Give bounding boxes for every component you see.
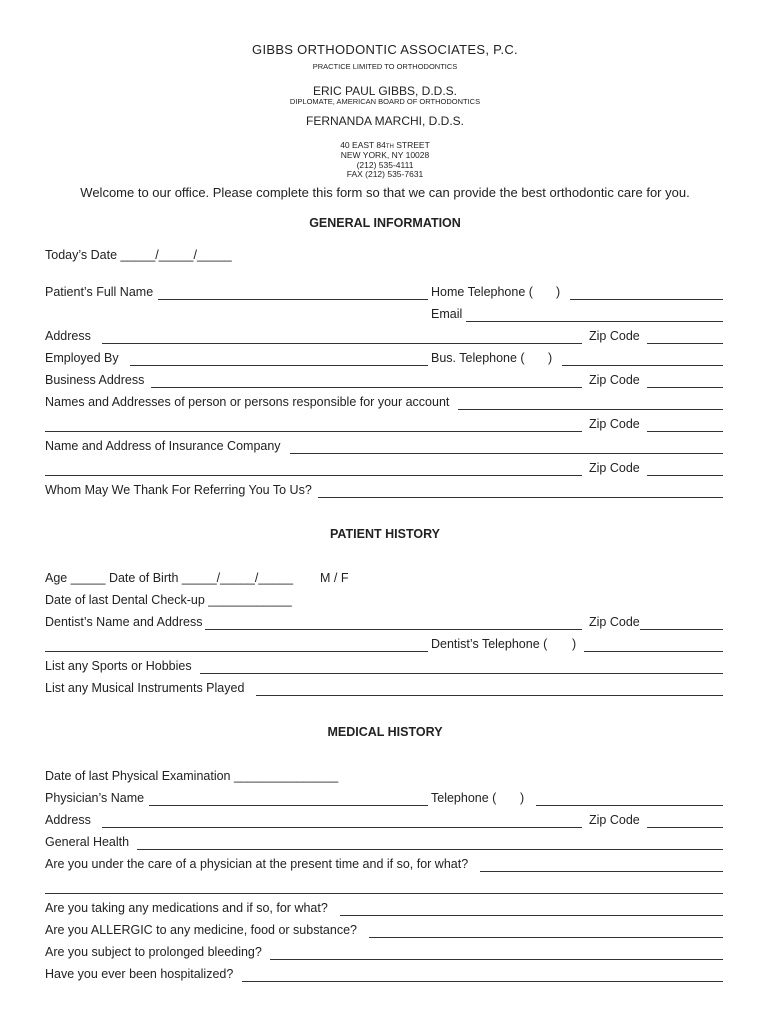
welcome-text: Welcome to our office. Please complete this form so that we can provide the best orthodontic care for you. [80, 185, 690, 200]
responsible-party-field[interactable] [458, 409, 723, 410]
hospitalized-field[interactable] [242, 981, 723, 982]
physician-telephone-label: Telephone ( [431, 791, 497, 805]
home-telephone-field[interactable] [570, 299, 723, 300]
physician-zip-label: Zip Code [589, 813, 640, 827]
hospitalized-label: Have you ever been hospitalized? [45, 967, 234, 981]
sex-option[interactable]: M / F [320, 571, 349, 585]
bleeding-field[interactable] [270, 959, 723, 960]
medications-label: Are you taking any medications and if so, for what? [45, 901, 328, 915]
doctor1-name: ERIC PAUL GIBBS, D.D.S. [312, 84, 458, 98]
home-telephone-paren: ) [556, 285, 561, 299]
age-dob-field[interactable]: Age _____ Date of Birth _____/_____/_____ [45, 571, 294, 585]
music-label: List any Musical Instruments Played [45, 681, 245, 695]
physician-address-label: Address [45, 813, 91, 827]
business-telephone-paren: ) [548, 351, 553, 365]
employed-by-label: Employed By [45, 351, 119, 365]
address-zip-field[interactable] [647, 343, 723, 344]
business-zip-label: Zip Code [589, 373, 640, 387]
physician-care-label: Are you under the care of a physician at the present time and if so, for what? [45, 857, 469, 871]
general-health-field[interactable] [137, 849, 723, 850]
patient-history-heading: PATIENT HISTORY [330, 527, 440, 541]
patient-name-field[interactable] [158, 299, 428, 300]
practice-name: GIBBS ORTHODONTIC ASSOCIATES, P.C. [252, 42, 518, 57]
sports-label: List any Sports or Hobbies [45, 659, 192, 673]
patient-name-label: Patient’s Full Name [45, 285, 154, 299]
sports-field[interactable] [200, 673, 723, 674]
general-health-label: General Health [45, 835, 130, 849]
insurance-field[interactable] [290, 453, 723, 454]
business-zip-field[interactable] [647, 387, 723, 388]
business-telephone-label: Bus. Telephone ( [431, 351, 525, 365]
physician-zip-field[interactable] [647, 827, 723, 828]
insurance-zip-field[interactable] [647, 475, 723, 476]
insurance-zip-label: Zip Code [589, 461, 640, 475]
responsible-zip-label: Zip Code [589, 417, 640, 431]
dentist-telephone-field[interactable] [584, 651, 723, 652]
responsible-party-field-2[interactable] [45, 431, 582, 432]
address-field[interactable] [102, 343, 582, 344]
music-field[interactable] [256, 695, 723, 696]
office-city: NEW YORK, NY 10028 [340, 150, 430, 160]
insurance-field-2[interactable] [45, 475, 582, 476]
physician-name-field[interactable] [149, 805, 428, 806]
medications-field[interactable] [340, 915, 723, 916]
doctor1-credential: DIPLOMATE, AMERICAN BOARD OF ORTHODONTICS [289, 97, 481, 106]
office-fax: FAX (212) 535-7631 [346, 169, 424, 179]
general-information-heading: GENERAL INFORMATION [309, 216, 461, 230]
allergies-field[interactable] [369, 937, 723, 938]
office-phone: (212) 535-4111 [356, 160, 414, 170]
business-address-field[interactable] [151, 387, 582, 388]
physician-care-field-2[interactable] [45, 893, 723, 894]
address-zip-label: Zip Code [589, 329, 640, 343]
todays-date-field[interactable]: Today’s Date _____/_____/_____ [45, 248, 232, 262]
responsible-zip-field[interactable] [647, 431, 723, 432]
home-telephone-label: Home Telephone ( [431, 285, 533, 299]
physician-care-field[interactable] [480, 871, 723, 872]
dentist-name-label: Dentist’s Name and Address [45, 615, 203, 629]
business-telephone-field[interactable] [562, 365, 723, 366]
dentist-zip-label: Zip Code [589, 615, 640, 629]
physician-telephone-paren: ) [520, 791, 525, 805]
referral-label: Whom May We Thank For Referring You To Us? [45, 483, 312, 497]
dentist-telephone-paren: ) [572, 637, 577, 651]
physician-name-label: Physician’s Name [45, 791, 145, 805]
business-address-label: Business Address [45, 373, 145, 387]
address-label: Address [45, 329, 91, 343]
medical-history-heading: MEDICAL HISTORY [327, 725, 443, 739]
dentist-name-field[interactable] [205, 629, 582, 630]
email-label: Email [431, 307, 463, 321]
doctor2-name: FERNANDA MARCHI, D.D.S. [305, 114, 464, 128]
email-field[interactable] [466, 321, 723, 322]
bleeding-label: Are you subject to prolonged bleeding? [45, 945, 262, 959]
employed-by-field[interactable] [130, 365, 428, 366]
dentist-telephone-label: Dentist’s Telephone ( [431, 637, 548, 651]
practice-subtitle: PRACTICE LIMITED TO ORTHODONTICS [312, 62, 458, 71]
physician-address-field[interactable] [102, 827, 582, 828]
dentist-address-field-2[interactable] [45, 651, 428, 652]
insurance-label: Name and Address of Insurance Company [45, 439, 281, 453]
referral-field[interactable] [318, 497, 723, 498]
last-checkup-field[interactable]: Date of last Dental Check-up ____________ [45, 593, 292, 607]
allergies-label: Are you ALLERGIC to any medicine, food or substance? [45, 923, 357, 937]
office-address: 40 EAST 84TH STREET [340, 140, 430, 150]
responsible-party-label: Names and Addresses of person or persons responsible for your account [45, 395, 450, 409]
dentist-zip-field[interactable] [640, 629, 723, 630]
last-physical-field[interactable]: Date of last Physical Examination _______________ [45, 769, 339, 783]
physician-telephone-field[interactable] [536, 805, 723, 806]
